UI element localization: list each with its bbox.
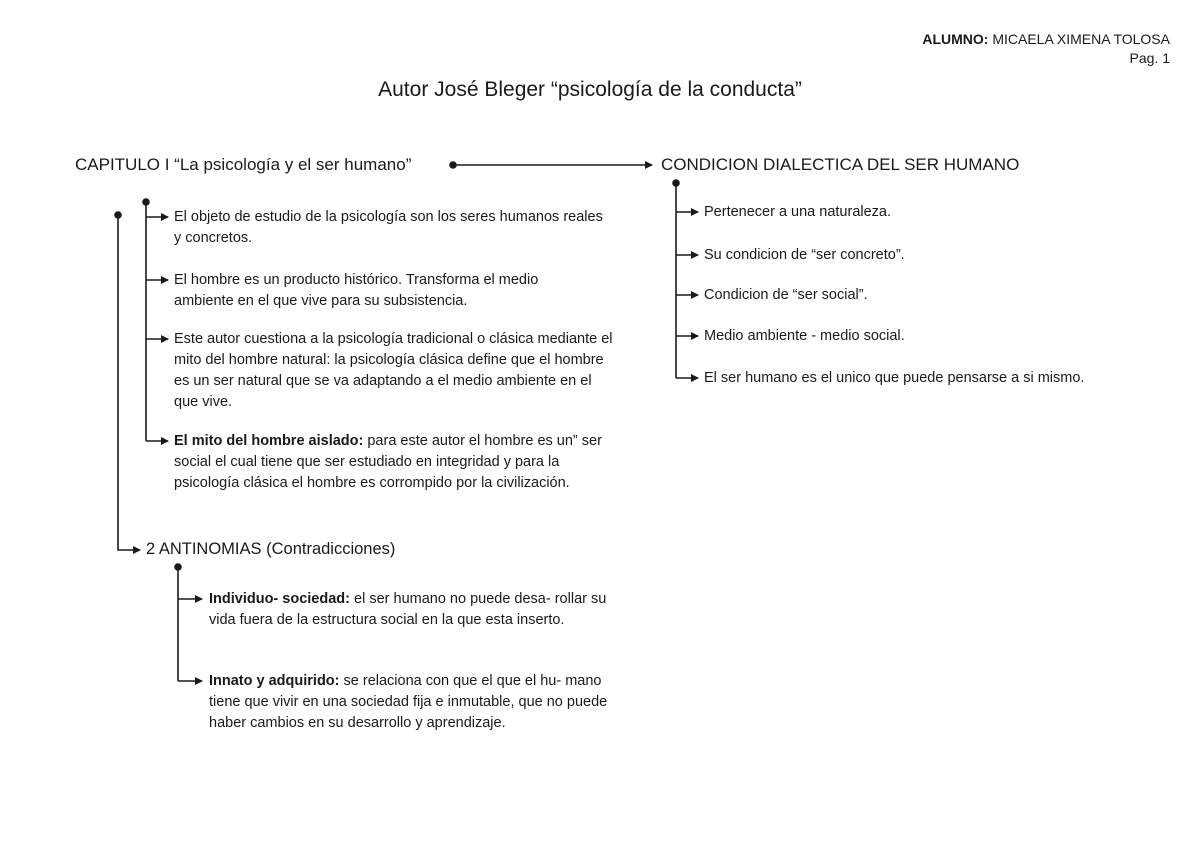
left-item-3 — [174, 329, 614, 413]
right-item-1: Pertenecer a una naturaleza. — [704, 204, 892, 220]
left-item-1 — [174, 207, 614, 249]
right-item-3: Condicion de “ser social”. — [704, 287, 868, 303]
page-title: Autor José Bleger “psicología de la conducta” — [378, 78, 802, 101]
condicion-heading: CONDICION DIALECTICA DEL SER HUMANO — [661, 155, 1020, 174]
left-item-4-text: para este autor el hombre es un” ser social el cual tiene que ser estudiado en integridad y para la psicología clásica el hombre es corrompido por la civilización. — [174, 433, 602, 491]
chapter-heading: CAPITULO I “La psicología y el ser humano” — [75, 155, 412, 174]
right-item-5: El ser humano es el unico que puede pensarse a si mismo. — [704, 370, 1085, 386]
antinomia-item-1-bold: Individuo- sociedad: — [209, 591, 350, 607]
left-item-3-text: Este autor cuestiona a la psicología tradicional o clásica mediante el mito del hombre natural: la psicología clásica define que el hombre es un ser natural que se va adaptando a el medio ambiente en el que vive. — [174, 331, 613, 410]
student-name: MICAELA XIMENA TOLOSA — [988, 31, 1170, 47]
right-item-4: Medio ambiente - medio social. — [704, 328, 905, 344]
page-number: Pag. 1 — [1129, 50, 1170, 66]
antinomia-item-2-bold: Innato y adquirido: — [209, 673, 340, 689]
left-item-4-bold: El mito del hombre aislado: — [174, 433, 364, 449]
antinomia-item-1 — [209, 589, 609, 631]
antinomias-heading: 2 ANTINOMIAS (Contradicciones) — [146, 540, 396, 558]
antinomias-arrow — [118, 215, 140, 550]
right-item-2: Su condicion de “ser concreto”. — [704, 247, 905, 263]
left-item-4 — [174, 431, 614, 494]
antinomia-item-1-text: el ser humano no puede desa- rollar su vida fuera de la estructura social en la que esta inserto. — [209, 591, 607, 628]
left-item-2-text: El hombre es un producto histórico. Transforma el medio ambiente en el que vive para su subsistencia. — [174, 272, 539, 309]
student-label: ALUMNO: — [922, 31, 989, 47]
left-item-1-text: El objeto de estudio de la psicología son los seres humanos reales y concretos. — [174, 209, 603, 246]
antinomia-item-2 — [209, 671, 609, 734]
antinomia-item-2-text: se relaciona con que el que el hu- mano tiene que vivir en una sociedad fija e inmutable, que no puede haber cambios en su desarrollo y aprendizaje. — [209, 673, 608, 731]
left-item-2 — [174, 270, 594, 312]
